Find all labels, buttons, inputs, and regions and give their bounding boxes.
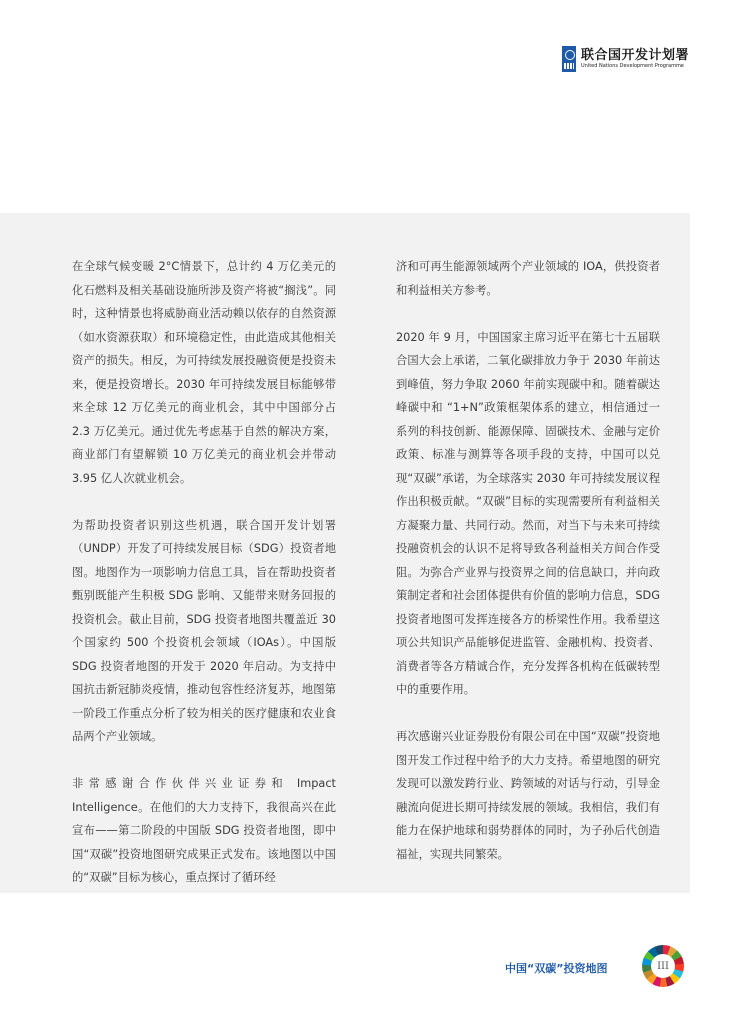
logo-name-english: United Nations Development Programme — [581, 63, 684, 69]
footer-title: 中国“双碳”投资地图 — [505, 962, 608, 975]
paragraph: 济和可再生能源领域两个产业领域的 IOA，供投资者和利益相关方参考。 — [396, 260, 660, 297]
undp-emblem-icon — [562, 46, 576, 72]
paragraph: 再次感谢兴业证券股份有限公司在中国“双碳”投资地图开发工作过程中给予的大力支持。希望地图的研究发现可以激发跨行业、跨领域的对话与行动，引导金融流向促进长期可持续发展的领域。我相信，我们有能力在保护地球和弱势群体的同时，为子孙后代创造福祉，实现共同繁荣。 — [396, 730, 660, 861]
page-number: III — [651, 954, 675, 978]
left-column — [72, 255, 336, 913]
paragraph: 为帮助投资者识别这些机遇，联合国开发计划署（UNDP）开发了可持续发展目标（SDG）投资者地图。地图作为一项影响力信息工具，旨在帮助投资者甄别既能产生积极 SDG 影响、又能带来财务回报的投资机会。截止目前，SDG 投资者地图共覆盖近 30 个国家约 500 个投资机会领域（IOAs）。中国版 SDG 投资者地图的开发于 2020 年启动。为支持中国抗击新冠肺炎疫情，推动包容性经济复苏，地图第一阶段工作重点分析了较为相关的医疗健康和农业食品两个产业领域。 — [72, 518, 336, 743]
paragraph: 在全球气候变暖 2°C情景下，总计约 4 万亿美元的化石燃料及相关基础设施所涉及资产将被“搁浅”。同时，这种情景也将威胁商业活动赖以依存的自然资源（如水资源获取）和环境稳定性，由此造成其他相关资产的损失。相反，为可持续发展投融资便是投资未来，便是投资增长。2030 年可持续发展目标能够带来全球 12 万亿美元的商业机会，其中中国部分占 2.3 万亿美元。通过优先考虑基于自然的解决方案，商业部门有望解锁 10 万亿美元的商业机会并带动 3.95 亿人次就业机会。 — [72, 260, 336, 485]
logo-name-chinese: 联合国开发计划署 — [581, 48, 690, 63]
paragraph: 非常感谢合作伙伴兴业证券和 Impact Intelligence。在他们的大力支持下，我很高兴在此宣布——第二阶段的中国版 SDG 投资者地图，即中国“双碳”投资地图研究成果正式发布。该地图以中国的“双碳”目标为核心，重点探讨了循环经 — [72, 777, 336, 884]
sdg-wheel-icon — [642, 945, 684, 987]
right-column — [396, 255, 660, 890]
paragraph: 2020 年 9 月，中国国家主席习近平在第七十五届联合国大会上承诺，二氧化碳排放力争于 2030 年前达到峰值，努力争取 2060 年前实现碳中和。随着碳达峰碳中和 “1+N”政策框架体系的建立，相信通过一系列的科技创新、能源保障、固碳技术、金融与定价政策、标准与测算等各项手段的支持，中国可以兑现“双碳”承诺，为全球落实 2030 年可持续发展议程作出积极贡献。“双碳”目标的实现需要所有利益相关方凝聚力量、共同行动。然而，对当下与未来可持续投融资机会的认识不足将导致各利益相关方间合作受阻。为弥合产业界与投资界之间的信息缺口，并向政策制定者和社会团体提供有价值的影响力信息，SDG 投资者地图可发挥连接各方的桥梁性作用。我希望这项公共知识产品能够促进监管、金融机构、投资者、消费者等各方精诚合作，充分发挥各机构在低碳转型中的重要作用。 — [396, 330, 660, 696]
undp-logo — [562, 46, 689, 72]
